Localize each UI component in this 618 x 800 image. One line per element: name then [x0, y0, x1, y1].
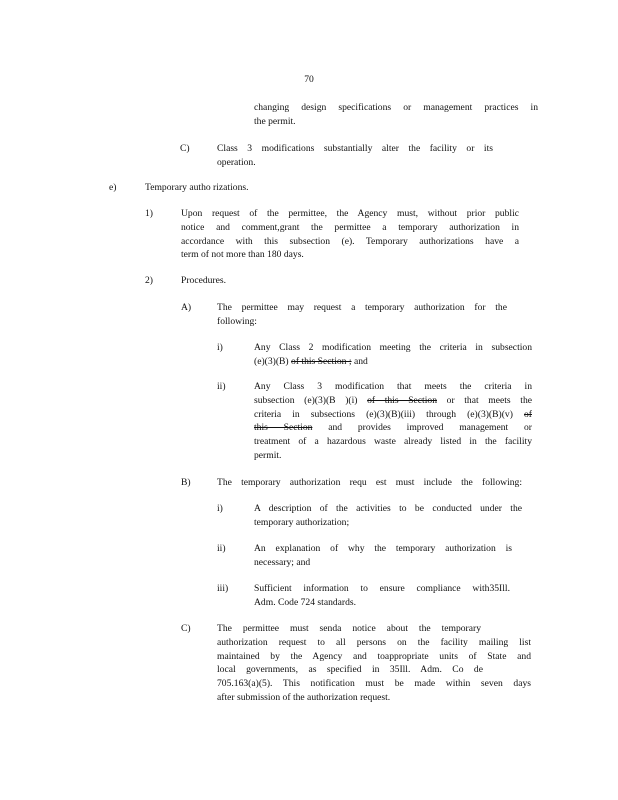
page-number: 70 — [304, 74, 314, 85]
text-span: and — [353, 355, 368, 367]
struck-text: this Section — [254, 422, 313, 434]
struck-text: of — [524, 408, 532, 420]
item-label: 1) — [145, 208, 153, 219]
text-line: The permittee must senda notice about the temporary — [217, 623, 481, 634]
item-a-ii-text — [254, 380, 532, 463]
item-a-i-text — [254, 341, 532, 369]
text-line: operation. — [217, 156, 256, 168]
text-line: permit. — [254, 449, 282, 461]
text-line: Any Class 2 modification meeting the criteria in subsection — [254, 342, 532, 353]
item-label: B) — [181, 477, 191, 488]
text-line: necessary; and — [254, 556, 311, 568]
text-span: or that meets the — [446, 394, 533, 406]
text-line: the permit. — [254, 115, 296, 127]
text-line: The temporary authorization requ est must include the following: — [217, 477, 522, 488]
text-line: treatment of a hazardous waste already listed in the facility — [254, 436, 532, 448]
item-label: C) — [180, 143, 190, 154]
text-span: subsection (e)(3)(B )(i) — [254, 394, 358, 406]
item-1-text — [181, 207, 519, 262]
item-label: i) — [217, 342, 223, 353]
text-line: authorization request to all persons on the facility mailing list — [217, 636, 531, 648]
text-line: after submission of the authorization request. — [217, 691, 391, 703]
item-label: iii) — [217, 583, 229, 594]
text-line: notice and comment,grant the permittee a temporary authorization in — [181, 221, 519, 233]
text-line — [254, 421, 532, 435]
text-span: criteria in subsections (e)(3)(B)(iii) through (e)(3)(B)(v) — [254, 408, 513, 420]
item-2-title: Procedures. — [181, 275, 227, 286]
continued-paragraph — [254, 101, 538, 129]
text-line: local governments, as specified in 35Ill. Adm. Co de — [217, 664, 483, 676]
item-label: ii) — [217, 381, 226, 392]
text-line: Upon request of the permittee, the Agency must, without prior public — [181, 208, 519, 219]
text-line: 705.163(a)(5). This notification must be made within seven days — [217, 678, 531, 690]
text-span: (e)(3)(B) — [254, 355, 289, 367]
text-line: Adm. Code 724 standards. — [254, 596, 357, 608]
text-line: The permittee may request a temporary authorization for the — [217, 302, 507, 313]
item-label: C) — [181, 623, 191, 634]
text-line: Any Class 3 modification that meets the criteria in — [254, 381, 532, 392]
text-line: maintained by the Agency and toappropriate units of State and — [217, 650, 531, 662]
section-label: e) — [109, 182, 117, 193]
item-label: A) — [181, 302, 192, 313]
text-line — [254, 355, 532, 369]
text-line: An explanation of why the temporary authorization is — [254, 543, 512, 554]
item-b-iii-text — [254, 582, 510, 610]
text-line: A description of the activities to be conducted under the — [254, 503, 522, 514]
section-title: Temporary autho rizations. — [145, 182, 249, 193]
text-line — [254, 394, 532, 408]
item-b-ii-text — [254, 542, 512, 570]
item-label: i) — [217, 503, 223, 514]
text-line: Class 3 modifications substantially alter the facility or its — [217, 143, 493, 154]
text-span: and provides improved management or — [328, 422, 532, 434]
struck-text: of this Section ; — [291, 355, 352, 367]
struck-text: of this Section — [367, 394, 437, 406]
item-label: ii) — [217, 543, 226, 554]
item-a-text — [217, 301, 507, 329]
text-line: Sufficient information to ensure compliance with35Ill. — [254, 583, 510, 594]
text-line: changing design specifications or management practices in — [254, 102, 538, 113]
item-c-text — [217, 142, 493, 170]
text-line: term of not more than 180 days. — [181, 249, 304, 261]
item-c2-text — [217, 622, 531, 705]
text-line — [254, 408, 532, 422]
item-b-i-text — [254, 502, 522, 530]
item-label: 2) — [145, 275, 153, 286]
text-line: following: — [217, 315, 257, 327]
item-b-text — [217, 476, 522, 490]
text-line: accordance with this subsection (e). Temporary authorizations have a — [181, 235, 519, 247]
text-line: temporary authorization; — [254, 516, 350, 528]
